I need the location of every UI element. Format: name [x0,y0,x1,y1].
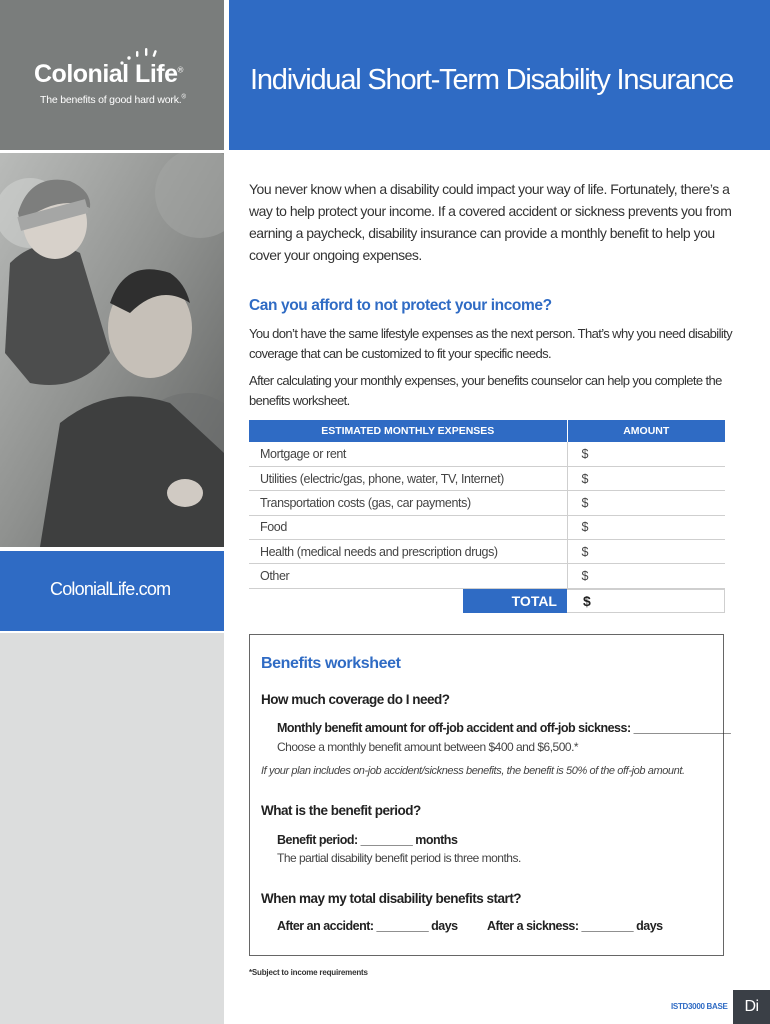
monthly-benefit-field[interactable]: Monthly benefit amount for off-job accident and off-job sickness: _______________ [277,721,731,735]
expense-amount-field[interactable]: $ [567,491,725,515]
table-header-row [249,420,725,442]
expense-amount-field[interactable]: $ [567,442,725,466]
logo-panel [0,0,224,150]
benefit-range-note: Choose a monthly benefit amount between $400 and $6,500.* [277,740,579,754]
accident-days-field[interactable]: After an accident: ________ days [277,919,458,933]
footnote: *Subject to income requirements [249,968,368,977]
worksheet-title: Benefits worksheet [261,655,401,672]
expenses-column-header: ESTIMATED MONTHLY EXPENSES [249,420,567,442]
benefits-start-question: When may my total disability benefits start? [261,891,522,906]
expense-amount-field[interactable]: $ [567,515,725,539]
total-row [463,589,725,613]
table-row [249,564,725,588]
family-photo [0,153,224,547]
expense-amount-field[interactable]: $ [567,540,725,564]
lifestyle-paragraph: You don’t have the same lifestyle expenses as the next person. That’s why you need disability coverage that can be customized to fit your specific needs. [249,326,733,361]
expense-label: Health (medical needs and prescription drugs) [249,540,567,564]
corner-badge: Di [733,990,770,1024]
expenses-table [249,420,725,589]
table-row [249,540,725,564]
title-banner [229,0,770,150]
amount-column-header: AMOUNT [567,420,725,442]
table-row [249,491,725,515]
counselor-paragraph: After calculating your monthly expenses, your benefits counselor can help you complete the benefits worksheet. [249,373,722,408]
table-row [249,466,725,490]
table-row [249,442,725,466]
on-job-note: If your plan includes on-job accident/sickness benefits, the benefit is 50% of the off-job amount. [261,765,685,777]
logo-tagline: The benefits of good hard work.® [40,94,186,106]
partial-period-note: The partial disability benefit period is three months. [277,851,521,865]
expense-amount-field[interactable]: $ [567,466,725,490]
expense-label: Mortgage or rent [249,442,567,466]
afford-heading: Can you afford to not protect your income? [249,297,552,314]
expense-label: Utilities (electric/gas, phone, water, TV, Internet) [249,466,567,490]
benefits-worksheet [249,634,731,956]
expense-label: Food [249,515,567,539]
expense-amount-field[interactable]: $ [567,564,725,588]
table-row [249,515,725,539]
form-code: ISTD3000 BASE [671,1002,728,1011]
website-url[interactable]: ColonialLife.com [50,579,171,599]
photo-illustration [0,153,224,547]
page-title: Individual Short-Term Disability Insurance [250,64,734,96]
total-amount-field[interactable]: $ [567,589,725,613]
intro-paragraph: You never know when a disability could impact your way of life. Fortunately, there’s a way to help protect your income. If a covered accident or sickness prevents you from earning a paycheck, disability insurance can provide a monthly benefit to help you cover your ongoing expenses. [249,181,732,263]
total-label: TOTAL [463,589,567,613]
website-panel [0,551,224,631]
sickness-days-field[interactable]: After a sickness: ________ days [487,919,663,933]
benefit-period-question: What is the benefit period? [261,803,421,818]
coverage-question: How much coverage do I need? [261,692,450,707]
expense-label: Other [249,564,567,588]
expense-label: Transportation costs (gas, car payments) [249,491,567,515]
logo-wordmark: Colonial Life® [34,60,183,88]
benefit-period-field[interactable]: Benefit period: ________ months [277,833,458,847]
side-gray-panel [0,633,224,1024]
